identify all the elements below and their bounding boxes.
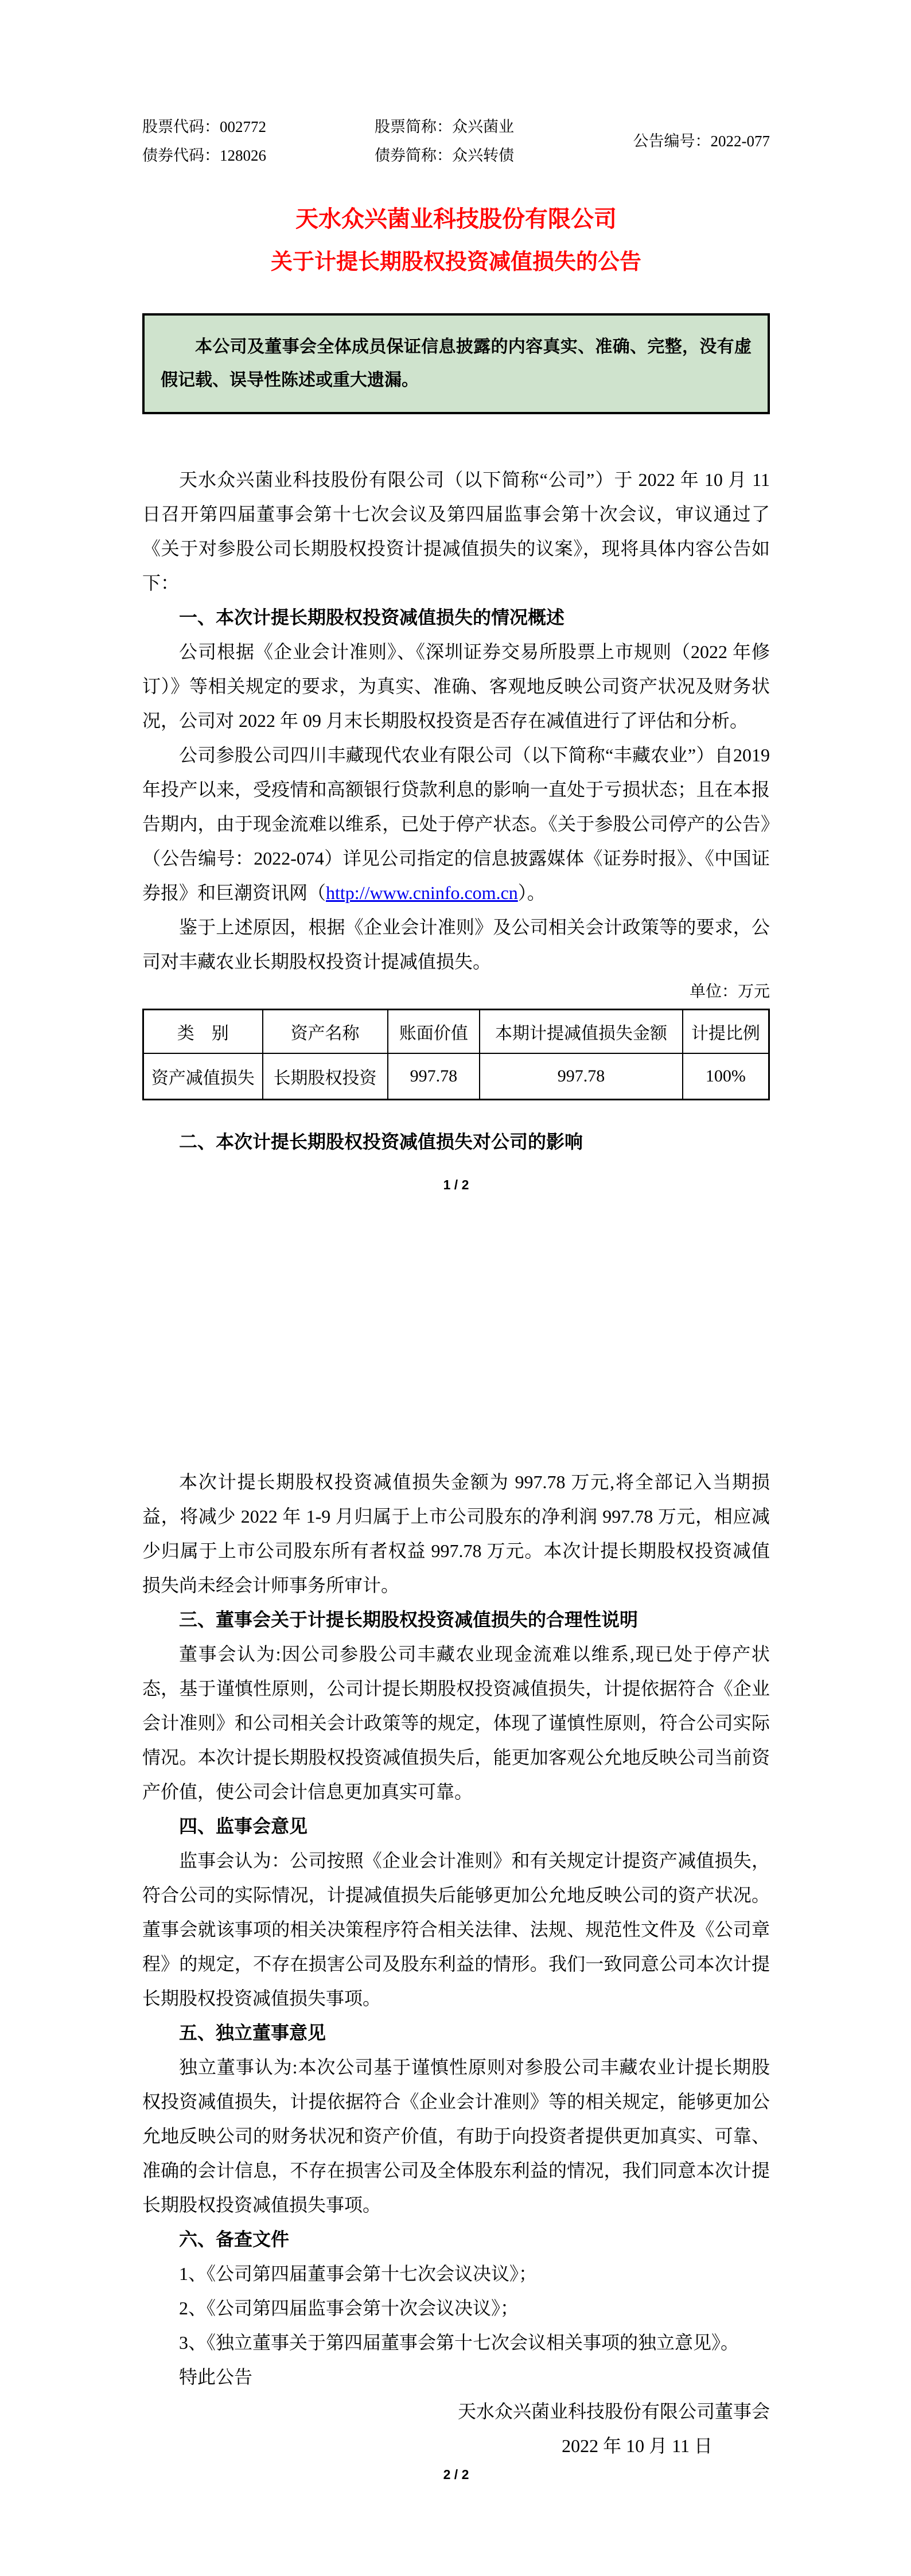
section-3-paragraph: 董事会认为:因公司参股公司丰藏农业现金流难以维系,现已处于停产状态，基于谨慎性原则，公司计提长期股权投资减值损失，计提依据符合《企业会计准则》和公司相关会计政策等的规定，体现了谨慎性原则，符合公司实际情况。本次计提长期股权投资减值损失后，能更加客观公允地反映公司当前资产价值，使公司会计信息更加真实可靠。 <box>142 1644 770 1802</box>
page-2 <box>142 1465 770 2463</box>
section-1-paragraph-2-tail: ）。 <box>517 882 546 903</box>
cell-ratio: 100% <box>683 1053 769 1100</box>
document-header <box>142 112 770 170</box>
page-title-company: 天水众兴菌业科技股份有限公司 <box>295 206 617 232</box>
table-header-ratio: 计提比例 <box>683 1010 769 1054</box>
section-6-heading: 六、备查文件 <box>179 2229 290 2250</box>
bond-name: 债券简称：众兴转债 <box>375 147 514 164</box>
section-3-heading: 三、董事会关于计提长期股权投资减值损失的合理性说明 <box>179 1609 639 1630</box>
section-1-paragraph-2-text: 公司参股公司四川丰藏现代农业有限公司（以下简称“丰藏农业”）自2019年投产以来，受疫情和高额银行贷款利息的影响一直处于亏损状态；且在本报告期内，由于现金流难以维系，已处于停产状态。《关于参股公司停产的公告》（公告编号：2022-074）详见公司指定的信息披露媒体《证券时报》、《中国证券报》和巨潮资讯网（ <box>142 745 770 903</box>
signature-date: 2022 年 10 月 11 日 <box>562 2435 713 2456</box>
section-1-heading: 一、本次计提长期股权投资减值损失的情况概述 <box>179 607 565 628</box>
disclaimer-text: 本公司及董事会全体成员保证信息披露的内容真实、准确、完整，没有虚假记载、误导性陈述或重大遗漏。 <box>161 337 752 390</box>
stock-code: 股票代码：002772 <box>142 118 266 135</box>
closing-statement: 特此公告 <box>179 2367 253 2387</box>
cell-loss-amount: 997.78 <box>480 1053 683 1100</box>
table-header-row <box>143 1010 769 1054</box>
table-header-asset-name: 资产名称 <box>263 1010 388 1054</box>
page-title-subject: 关于计提长期股权投资减值损失的公告 <box>270 250 641 274</box>
cell-book-value: 997.78 <box>388 1053 480 1100</box>
impairment-table <box>142 1009 770 1100</box>
cell-asset-name: 长期股权投资 <box>263 1053 388 1100</box>
section-1-paragraph-2 <box>142 738 770 910</box>
table-row <box>143 1053 769 1100</box>
table-unit-label: 单位：万元 <box>689 983 770 1001</box>
section-1-paragraph-1: 公司根据《企业会计准则》、《深圳证券交易所股票上市规则（2022 年修订）》等相关规定的要求，为真实、准确、客观地反映公司资产状况及财务状况，公司对 2022 年 09 月末长期股权投资是否存在减值进行了评估和分析。 <box>142 641 770 731</box>
cninfo-link[interactable]: http://www.cninfo.com.cn <box>326 882 518 903</box>
announcement-number: 公告编号：2022-077 <box>633 133 770 150</box>
reference-doc-1: 1、《公司第四届董事会第十七次会议决议》； <box>179 2263 538 2284</box>
page-1 <box>142 112 770 1159</box>
section-1-paragraph-3: 鉴于上述原因，根据《企业会计准则》及公司相关会计政策等的要求，公司对丰藏农业长期股权投资计提减值损失。 <box>142 917 770 972</box>
cell-category: 资产减值损失 <box>143 1053 263 1100</box>
intro-paragraph: 天水众兴菌业科技股份有限公司（以下简称“公司”）于 2022 年 10 月 11 日召开第四届董事会第十七次会议及第四届监事会第十次会议，审议通过了《关于对参股公司长期股权投资计提减值损失的议案》，现将具体内容公告如下： <box>142 469 770 593</box>
reference-doc-2: 2、《公司第四届监事会第十次会议决议》； <box>179 2298 519 2318</box>
reference-doc-3: 3、《独立董事关于第四届董事会第十七次会议相关事项的独立意见》。 <box>179 2332 739 2353</box>
table-header-loss-amount: 本期计提减值损失金额 <box>480 1010 683 1054</box>
section-2-heading: 二、本次计提长期股权投资减值损失对公司的影响 <box>179 1131 583 1152</box>
section-5-paragraph: 独立董事认为:本次公司基于谨慎性原则对参股公司丰藏农业计提长期股权投资减值损失，计提依据符合《企业会计准则》等的相关规定，能够更加公允地反映公司的财务状况和资产价值，有助于向投资者提供更加真实、可靠、准确的会计信息，不存在损害公司及全体股东利益的情况，我们同意本次计提长期股权投资减值损失事项。 <box>142 2057 770 2215</box>
table-header-category: 类 别 <box>143 1010 263 1054</box>
stock-name: 股票简称：众兴菌业 <box>375 118 514 135</box>
section-4-heading: 四、监事会意见 <box>179 1816 308 1836</box>
table-header-book-value: 账面价值 <box>388 1010 480 1054</box>
bond-code: 债券代码：128026 <box>142 147 266 164</box>
signature-company: 天水众兴菌业科技股份有限公司董事会 <box>457 2401 770 2422</box>
section-2-paragraph: 本次计提长期股权投资减值损失金额为 997.78 万元,将全部记入当期损益，将减少 2022 年 1-9 月归属于上市公司股东的净利润 997.78 万元，相应减少归属于上市公司股东所有者权益 997.78 万元。本次计提长期股权投资减值损失尚未经会计师事务所审计。 <box>142 1472 770 1596</box>
section-4-paragraph: 监事会认为：公司按照《企业会计准则》和有关规定计提资产减值损失，符合公司的实际情况，计提减值损失后能够更加公允地反映公司的资产状况。董事会就该事项的相关决策程序符合相关法律、法规、规范性文件及《公司章程》的规定，不存在损害公司及股东利益的情形。我们一致同意公司本次计提长期股权投资减值损失事项。 <box>142 1850 770 2009</box>
section-5-heading: 五、独立董事意见 <box>179 2022 326 2043</box>
page-2-number: 2 / 2 <box>443 2467 469 2482</box>
page-1-number: 1 / 2 <box>443 1177 469 1192</box>
disclaimer-box <box>142 313 770 414</box>
